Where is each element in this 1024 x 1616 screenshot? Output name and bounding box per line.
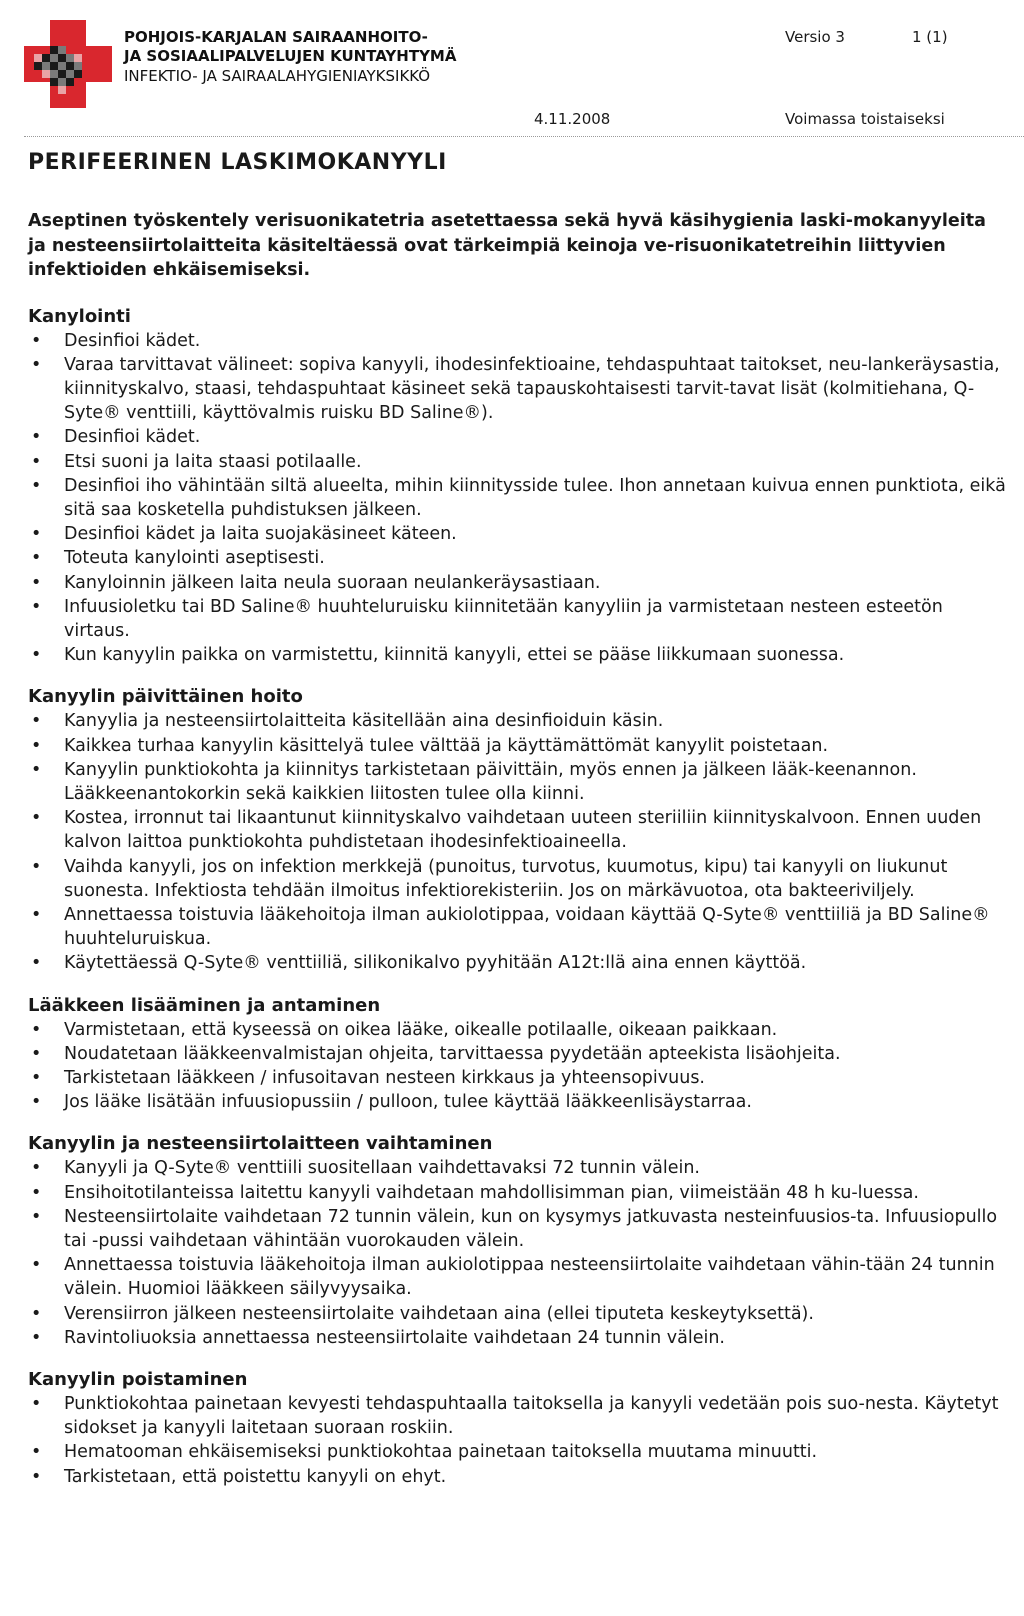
list-item <box>28 1181 1008 1205</box>
list-item-text: Kanyylin punktiokohta ja kiinnitys tarkistetaan päivittäin, myös ennen ja jälkeen lääk-keenannon. Lääkkeenantokorkin sekä kaikkien liitosten tulee olla kiinni. <box>64 759 917 804</box>
bullet-icon: • <box>31 572 42 593</box>
bullet-list <box>28 709 1008 975</box>
bullet-icon: • <box>31 1067 42 1088</box>
bullet-icon: • <box>31 856 42 877</box>
bullet-icon: • <box>31 735 42 756</box>
document-date: 4.11.2008 <box>534 110 611 128</box>
list-item <box>28 1440 1008 1464</box>
list-item <box>28 1066 1008 1090</box>
bullet-icon: • <box>31 524 42 545</box>
bullet-list <box>28 1392 1008 1489</box>
bullet-icon: • <box>31 1466 42 1487</box>
list-item-text: Desinfioi iho vähintään siltä alueelta, mihin kiinnitysside tulee. Ihon annetaan kuivua ennen punktiota, eikä sitä saa kosketella puhdistuksen jälkeen. <box>64 475 1006 520</box>
organization-logo-icon <box>24 20 112 108</box>
bullet-icon: • <box>31 475 42 496</box>
document-body <box>28 209 1008 1507</box>
list-item <box>28 1156 1008 1180</box>
list-item <box>28 353 1008 426</box>
list-item <box>28 1205 1008 1253</box>
list-item <box>28 1018 1008 1042</box>
list-item <box>28 522 1008 546</box>
bullet-list <box>28 1018 1008 1115</box>
intro-paragraph: Aseptinen työskentely verisuonikatetria asetettaessa sekä hyvä käsihygienia laski-mokanyyleita ja nesteensiirtolaitteita käsiteltäessä ovat tärkeimpiä keinoja ve-risuonikatetreihin liittyvien infektioiden ehkäisemiseksi. <box>28 211 986 280</box>
list-item-text: Toteuta kanylointi aseptisesti. <box>64 548 325 569</box>
sections-container <box>28 305 1008 1489</box>
list-item-text: Kun kanyylin paikka on varmistettu, kiinnitä kanyyli, ettei se pääse liikkumaan suonessa. <box>64 645 845 666</box>
list-item-text: Varmistetaan, että kyseessä on oikea lääke, oikealle potilaalle, oikeaan paikkaan. <box>64 1019 778 1040</box>
list-item <box>28 1090 1008 1114</box>
list-item <box>28 546 1008 570</box>
section <box>28 994 1008 1115</box>
list-item <box>28 595 1008 643</box>
bullet-list <box>28 329 1008 668</box>
list-item <box>28 1042 1008 1066</box>
section-heading: Kanyylin poistaminen <box>28 1369 248 1391</box>
document-title: PERIFEERINEN LASKIMOKANYYLI <box>28 150 447 175</box>
bullet-icon: • <box>31 1442 42 1463</box>
list-item-text: Tarkistetaan, että poistettu kanyyli on ehyt. <box>64 1466 447 1487</box>
page-number: 1 (1) <box>912 28 948 46</box>
bullet-icon: • <box>31 645 42 666</box>
bullet-icon: • <box>31 953 42 974</box>
section-heading: Lääkkeen lisääminen ja antaminen <box>28 994 381 1016</box>
bullet-icon: • <box>31 711 42 732</box>
list-item <box>28 1253 1008 1301</box>
list-item-text: Annettaessa toistuvia lääkehoitoja ilman aukiolotippaa nesteensiirtolaite vaihdetaan vähin-tään 24 tunnin välein. Huomioi lääkkeen säilyvyysaika. <box>64 1255 995 1300</box>
bullet-icon: • <box>31 1303 42 1324</box>
list-item <box>28 329 1008 353</box>
bullet-icon: • <box>31 330 42 351</box>
list-item <box>28 855 1008 903</box>
list-item <box>28 734 1008 758</box>
list-item <box>28 1326 1008 1350</box>
list-item <box>28 806 1008 854</box>
list-item-text: Kaikkea turhaa kanyylin käsittelyä tulee välttää ja käyttämättömät kanyylit poistetaan. <box>64 735 829 756</box>
bullet-icon: • <box>31 427 42 448</box>
list-item-text: Annettaessa toistuvia lääkehoitoja ilman aukiolotippaa, voidaan käyttää Q-Syte® venttiiliä ja BD Saline® huuhteluruiskua. <box>64 904 990 950</box>
list-item-text: Desinfioi kädet. <box>64 427 201 448</box>
bullet-icon: • <box>31 1394 42 1415</box>
bullet-icon: • <box>31 808 42 829</box>
section-heading: Kanyylin ja nesteensiirtolaitteen vaihtaminen <box>28 1133 493 1155</box>
bullet-icon: • <box>31 1043 42 1064</box>
bullet-icon: • <box>31 354 42 375</box>
list-item <box>28 425 1008 449</box>
bullet-icon: • <box>31 1092 42 1113</box>
list-item-text: Etsi suoni ja laita staasi potilaalle. <box>64 451 362 472</box>
list-item-text: Punktiokohtaa painetaan kevyesti tehdaspuhtaalla taitoksella ja kanyyli vedetään pois suo-nesta. Käytetyt sidokset ja kanyyli laitetaan suoraan roskiin. <box>64 1394 999 1439</box>
list-item-text: Ravintoliuoksia annettaessa nesteensiirtolaite vaihdetaan 24 tunnin välein. <box>64 1327 725 1348</box>
list-item-text: Varaa tarvittavat välineet: sopiva kanyyli, ihodesinfektioaine, tehdaspuhtaat taitokset, neu-lankeräysastia, kiinnityskalvo, staasi, tehdaspuhtaat käsineet sekä tapauskohtaisesti tarvit-tavat lisät (kolmitiehana, Q-Syte® venttiili, käyttövalmis ruisku BD Saline®). <box>64 354 1000 424</box>
list-item-text: Kanyyli ja Q-Syte® venttiili suositellaan vaihdettavaksi 72 tunnin välein. <box>64 1158 700 1179</box>
list-item-text: Kanyylia ja nesteensiirtolaitteita käsitellään aina desinfioiduin käsin. <box>64 711 664 732</box>
organization-name-line2: JA SOSIAALIPALVELUJEN KUNTAYHTYMÄ <box>124 47 457 65</box>
section-heading: Kanylointi <box>28 305 131 327</box>
section <box>28 1368 1008 1489</box>
validity-status: Voimassa toistaiseksi <box>785 110 945 128</box>
list-item-text: Infuusioletku tai BD Saline® huuhteluruisku kiinnitetään kanyyliin ja varmistetaan nesteen esteetön virtaus. <box>64 596 943 641</box>
bullet-icon: • <box>31 1158 42 1179</box>
organization-name-line1: POHJOIS-KARJALAN SAIRAANHOITO- <box>124 28 428 46</box>
bullet-icon: • <box>31 904 42 925</box>
bullet-icon: • <box>31 1327 42 1348</box>
bullet-icon: • <box>31 548 42 569</box>
list-item-text: Noudatetaan lääkkeenvalmistajan ohjeita, tarvittaessa pyydetään apteekista lisäohjeita. <box>64 1043 841 1064</box>
bullet-icon: • <box>31 451 42 472</box>
section <box>28 305 1008 668</box>
list-item-text: Kanyloinnin jälkeen laita neula suoraan neulankeräysastiaan. <box>64 572 601 593</box>
section <box>28 1132 1008 1350</box>
section-heading: Kanyylin päivittäinen hoito <box>28 686 303 708</box>
list-item-text: Hematooman ehkäisemiseksi punktiokohtaa painetaan taitoksella muutama minuutti. <box>64 1442 818 1463</box>
list-item <box>28 903 1008 951</box>
document-version: Versio 3 <box>785 28 845 46</box>
list-item <box>28 1392 1008 1440</box>
list-item <box>28 758 1008 806</box>
list-item-text: Nesteensiirtolaite vaihdetaan 72 tunnin välein, kun on kysymys jatkuvasta nesteinfuusios-ta. Infuusiopullo tai -pussi vaihdetaan vähintään vuorokauden välein. <box>64 1206 998 1251</box>
list-item <box>28 643 1008 667</box>
section <box>28 685 1008 975</box>
list-item <box>28 1465 1008 1489</box>
list-item-text: Vaihda kanyyli, jos on infektion merkkejä (punoitus, turvotus, kuumotus, kipu) tai kanyyli on liukunut suonesta. Infektiosta tehdään ilmoitus infektiorekisteriin. Jos on märkävuotoa, ota bakteeriviljely. <box>64 856 948 901</box>
organization-unit: INFEKTIO- JA SAIRAALAHYGIENIAYKSIKKÖ <box>124 67 431 85</box>
bullet-icon: • <box>31 759 42 780</box>
bullet-icon: • <box>31 1182 42 1203</box>
bullet-icon: • <box>31 1019 42 1040</box>
list-item-text: Ensihoitotilanteissa laitettu kanyyli vaihdetaan mahdollisimman pian, viimeistään 48 h ku-luessa. <box>64 1182 919 1203</box>
list-item <box>28 951 1008 975</box>
list-item <box>28 571 1008 595</box>
bullet-icon: • <box>31 596 42 617</box>
header-divider <box>24 136 1024 137</box>
bullet-icon: • <box>31 1206 42 1227</box>
list-item-text: Käytettäessä Q-Syte® venttiiliä, silikonikalvo pyyhitään A12t:llä aina ennen käyttöä. <box>64 953 807 974</box>
list-item-text: Desinfioi kädet ja laita suojakäsineet käteen. <box>64 524 457 545</box>
list-item-text: Tarkistetaan lääkkeen / infusoitavan nesteen kirkkaus ja yhteensopivuus. <box>64 1067 705 1088</box>
bullet-icon: • <box>31 1255 42 1276</box>
list-item <box>28 474 1008 522</box>
list-item <box>28 1302 1008 1326</box>
bullet-list <box>28 1156 1008 1350</box>
list-item-text: Verensiirron jälkeen nesteensiirtolaite vaihdetaan aina (ellei tiputeta keskeytyksettä). <box>64 1303 814 1324</box>
list-item <box>28 709 1008 733</box>
list-item-text: Kostea, irronnut tai likaantunut kiinnityskalvo vaihdetaan uuteen steriiliin kiinnityskalvoon. Ennen uuden kalvon laittoa punktiokohta puhdistetaan ihodesinfektioaineella. <box>64 808 982 853</box>
list-item-text: Desinfioi kädet. <box>64 330 201 351</box>
list-item <box>28 450 1008 474</box>
list-item-text: Jos lääke lisätään infuusiopussiin / pulloon, tulee käyttää lääkkeenlisäystarraa. <box>64 1092 752 1113</box>
